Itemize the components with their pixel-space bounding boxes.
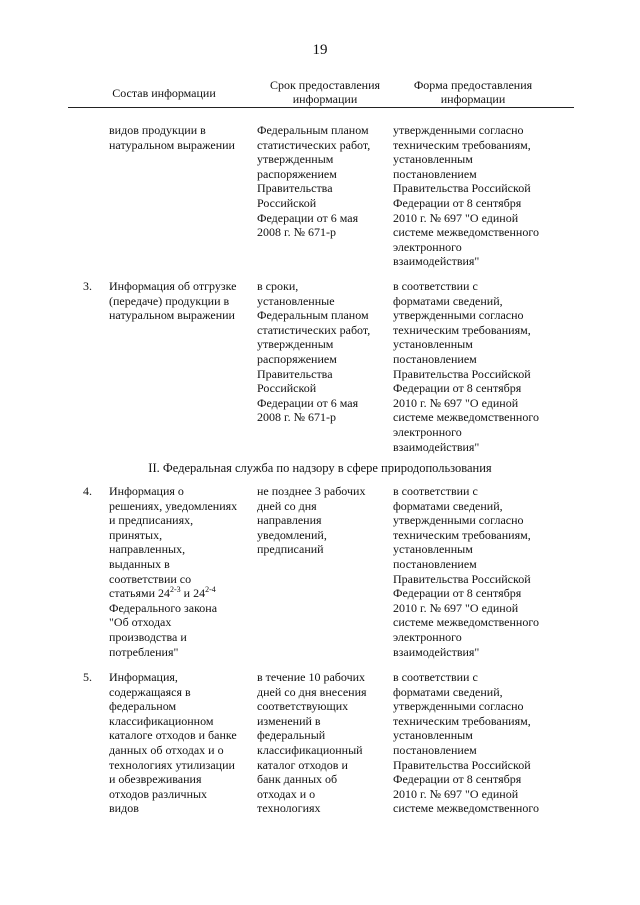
form-cell: утвержденными согласно техническим требованиям, установленным постановлением Правительства Российской Федерации от 8 сентября 2010 г. № 697 "О единой системе межведомственного электронного взаимодействия" [393,123,539,269]
form-cell: в соответствии с форматами сведений, утвержденными согласно техническим требованиям, установленным постановлением Правительства Российской Федерации от 8 сентября 2010 г. № 697 "О единой системе межведомственного [393,670,539,816]
page-number: 19 [312,42,328,58]
deadline-cell: в течение 10 рабочих дней со дня внесения соответствующих изменений в федеральный классификационный каталог отходов и банк данных об отходах и о технологиях [257,670,367,816]
form-cell: в соответствии с форматами сведений, утвержденными согласно техническим требованиям, установленным постановлением Правительства Российской Федерации от 8 сентября 2010 г. № 697 "О единой системе межведомственного электронного взаимодействия" [393,484,539,659]
deadline-cell: не позднее 3 рабочих дней со дня направления уведомлений, предписаний [257,484,366,557]
form-cell: в соответствии с форматами сведений, утвержденными согласно техническим требованиям, установленным постановлением Правительства Российской Федерации от 8 сентября 2010 г. № 697 "О единой системе межведомственного электронного взаимодействия" [393,279,539,454]
info-composition-cell: Информация о решениях, уведомлениях и предписаниях, принятых, направленных, выданных в соответствии со статьями 24$^{2-3}$ и 24$^{2-4}$ Федерального закона "Об отходах производства и потребления" [109,484,255,659]
header-rule [68,107,574,108]
deadline-cell: Федеральным планом статистических работ, утвержденным распоряжением Правительства Российской Федерации от 6 мая 2008 г. № 671-р [257,123,371,240]
column-header-deadline: Срок предоставления информации [269,78,381,106]
info-composition-cell: Информация, содержащаяся в федеральном классификационном каталоге отходов и банке данных об отходах и о технологиях утилизации и обезвреживания отходов различных видов [109,670,237,816]
info-composition-cell: Информация об отгрузке (передаче) продукции в натуральном выражении [109,279,237,323]
column-header-form: Форма предоставления информации [413,78,533,106]
column-header-composition: Состав информации [112,86,216,100]
row-number: 4. [83,484,92,498]
info-composition-cell: видов продукции в натуральном выражении [109,123,235,152]
row-number: 5. [83,670,92,684]
section-title: II. Федеральная служба по надзору в сфере природопользования [148,461,492,475]
row-number: 3. [83,279,92,293]
statute-reference: статьями 24$^{2-3}$ и 24$^{2-4}$ [109,585,216,601]
deadline-cell: в сроки, установленные Федеральным планом статистических работ, утвержденным распоряжением Правительства Российской Федерации от 6 мая 2008 г. № 671-р [257,279,371,425]
